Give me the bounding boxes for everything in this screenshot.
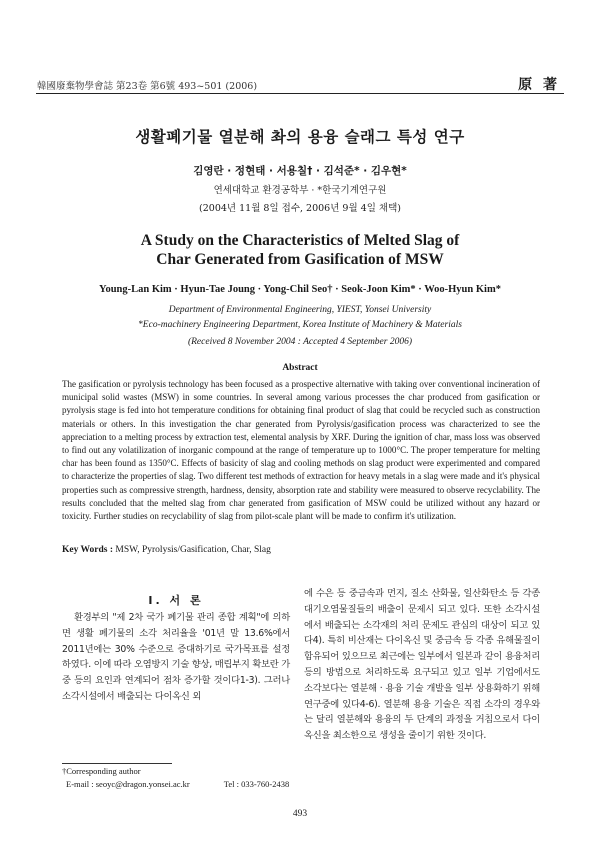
keywords-value: MSW, Pyrolysis/Gasification, Char, Slag xyxy=(113,545,271,555)
english-dates: (Received 8 November 2004 : Accepted 4 September 2006) xyxy=(187,337,413,347)
korean-dates: (2004년 11월 8일 접수, 2006년 9월 4일 채택) xyxy=(199,203,401,214)
english-authors: Young-Lan Kim · Hyun-Tae Joung · Yong-Chil Seo† · Seok-Joon Kim* · Woo-Hyun Kim* xyxy=(99,284,501,295)
section-heading-introduction: I. 서 론 xyxy=(148,594,204,607)
footnote-divider xyxy=(62,763,172,764)
page-number: 493 xyxy=(292,809,308,819)
keywords-label: Key Words : xyxy=(62,545,114,555)
footnote-email: E-mail : seoyc@dragon.yonsei.ac.kr xyxy=(66,779,190,789)
body-column-right: 에 수은 등 중금속과 먼지, 질소 산화물, 일산화탄소 등 각종 대기오염물질들의 배출이 문제시 되고 있다. 또한 소각시설에서 배출되는 소각재의 처리 문제도 관심의 대상이 되고 있다4). 특히 비산재는 다이옥신 및 중금속 등 각종 유해물질이 함유되어 있으므로 최근에는 일부에서 일본과 같이 용융처리 등의 방법으로 처리하도록 요구되고 있고 일부 기업에서도 소각보다는 열분해 · 용융 기술 개발을 일부 상용화하기 위해 연구중에 있다4-6). 열분해 용융 기술은 직접 소각의 경우와는 달리 열분해와 용융의 두 단계의 과정을 거침으로서 다이옥신을 최소한으로 생성을 줄이기 위한 것이다. xyxy=(304,588,540,742)
body-column-left: 환경부의 "제 2차 국가 폐기물 관리 종합 계획"에 의하면 생활 폐기물의 소각 처리율을 '01년 말 13.6%에서 2011년에는 30% 수준으로 증대하기로 국가목표를 설정하였다. 이에 따라 오염방지 기술 향상, 매립부지 확보란 가중 등의 요인과 연계되어 점차 증가할 것이다1-3). 그러나 소각시설에서 배출되는 다이옥신 외 xyxy=(62,612,290,702)
journal-citation: 韓國廢棄物學會誌 第23卷 第6號 493~501 (2006) xyxy=(37,81,258,92)
english-affiliation-1: Department of Environmental Engineering, YIEST, Yonsei University xyxy=(168,305,432,315)
header-divider xyxy=(36,93,564,94)
english-affiliation-2: *Eco-machinery Engineering Department, Korea Institute of Machinery & Materials xyxy=(138,320,462,330)
korean-affiliation: 연세대학교 환경공학부 · *한국기계연구원 xyxy=(213,185,387,196)
english-title-line2: Char Generated from Gasification of MSW xyxy=(156,251,444,268)
footnote-contact xyxy=(66,779,289,789)
abstract-body: The gasification or pyrolysis technology has been focused as a prospective alternative with taking over conventional incineration of municipal solid wastes (MSW) in some countries. In several among various processes the char produced from gasification or pyrolysis stage is fed into hot temperature conditions for obtaining final product of slag that could be recycled such as construction materials or others. In this investigation the char generated from Pyrolysis/gasification process was characterized to see the appreciation to a melting process by extraction test, elemental analysis by XRF. During the ignition of char, mass loss was observed to find out any volatilization of inorganic compound at the range of temperature up to 1000°C. The proper temperature for melting char has been found as 1350°C. Effects of basicity of slag and cooling methods on slag product were experimented and compared to characterize the properties of slag. Two different test methods of extraction for heavy metals in a slag were made and it's physical properties such as compressive strength, hardness, density, absorption rate and stability were measured to observe recyclability. The results concluded that the melted slag from char generated from gasification of MSW could be utilized without any hazard or toxicity. Further studies on recyclability of slag from pilot-scale plant will be made to confirm it's utilization. xyxy=(62,379,540,522)
korean-title: 생활폐기물 열분해 촤의 용융 슬래그 특성 연구 xyxy=(135,128,465,146)
footnote-corresponding: †Corresponding author xyxy=(62,766,141,776)
footnote-tel: Tel : 033-760-2438 xyxy=(223,779,290,789)
abstract-heading: Abstract xyxy=(282,363,318,373)
keywords xyxy=(62,545,271,555)
article-type-label: 原 著 xyxy=(518,77,560,93)
english-title-line1: A Study on the Characteristics of Melted Slag of xyxy=(140,232,460,249)
korean-authors: 김영란 · 정현태 · 서용칠† · 김석준* · 김우현* xyxy=(193,165,407,177)
